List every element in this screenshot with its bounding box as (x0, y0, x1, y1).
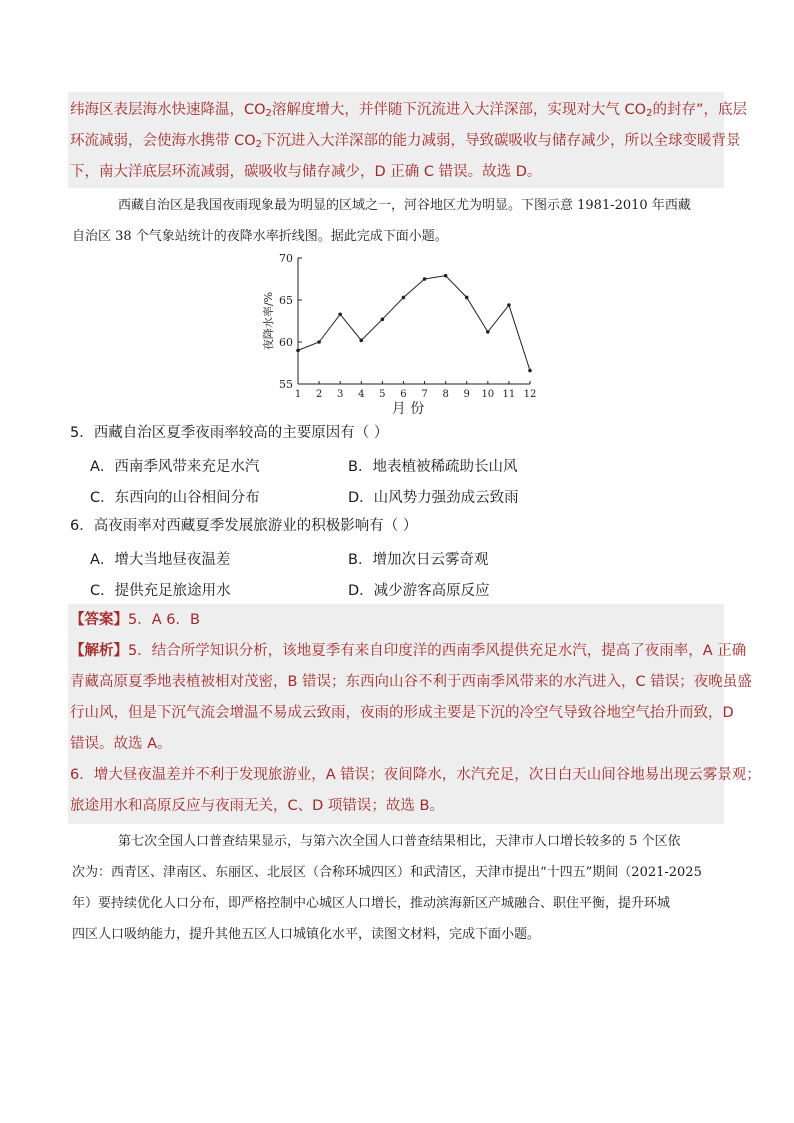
intro-2-line-2: 次为：西青区、津南区、东丽区、北辰区（合称环城四区）和武清区，天津市提出“十四五”期间（2021-2025 (72, 865, 702, 880)
x-tick-label: 10 (481, 389, 495, 400)
question-6-option-a[interactable]: A．增大当地昼夜温差 (90, 552, 231, 568)
y-axis-label: 夜降水率/% (262, 291, 275, 351)
x-tick-label: 8 (442, 389, 449, 400)
question-5-option-c[interactable]: C．东西向的山谷相间分布 (90, 490, 260, 506)
x-tick-label: 7 (421, 389, 428, 400)
x-tick-label: 12 (523, 389, 537, 400)
data-point (381, 318, 385, 322)
question-6-stem: 6．高夜雨率对西藏夏季发展旅游业的积极影响有（ ） (70, 518, 418, 534)
prev-explanation-line-3: 下，南大洋底层环流减弱，碳吸收与储存减少，D 正确 C 错误。故选 D。 (70, 164, 542, 180)
answer-line (70, 605, 200, 636)
analysis-line-3: 行山风，但是下沉气流会增温不易成云致雨，夜雨的形成主要是下沉的冷空气导致谷地空气抬升而致，D (70, 705, 734, 721)
data-point (444, 274, 448, 278)
analysis-line-6: 旅途用水和高原反应与夜雨无关，C、D 项错误；故选 B。 (70, 798, 444, 814)
data-point (338, 312, 342, 316)
answer-text: 5．A 6．B (128, 612, 200, 628)
answer-tag: 【答案】 (70, 612, 128, 628)
analysis-line-4: 错误。故选 A。 (70, 736, 172, 752)
data-point (465, 296, 469, 300)
intro-2-line-4: 四区人口吸纳能力，提升其他五区人口城镇化水平，读图文材料，完成下面小题。 (72, 927, 541, 942)
x-tick-label: 9 (463, 389, 470, 400)
question-6-option-c[interactable]: C．提供充足旅途用水 (90, 583, 231, 599)
question-5-option-b[interactable]: B．地表植被稀疏助长山风 (348, 459, 518, 475)
data-point (423, 277, 427, 281)
analysis-line-1: 【解析】5．结合所学知识分析，该地夏季有来自印度洋的西南季风提供充足水汽，提高了夜雨率，A 正确 (70, 643, 747, 659)
prev-explanation-line-1: 纬海区表层海水快速降温，$CO_2$溶解度增大，并伴随下沉流进入大洋深部，实现对大气 $CO_2$的封存”，底层 (70, 102, 747, 119)
question-5-option-d[interactable]: D．山风势力强劲成云致雨 (348, 490, 519, 506)
x-axis-label: 月 份 (391, 401, 425, 417)
x-tick-label: 2 (315, 389, 323, 400)
question-6-option-b[interactable]: B．增加次日云雾奇观 (348, 552, 489, 568)
intro-1-line-2: 自治区 38 个气象站统计的夜降水率折线图。据此完成下面小题。 (72, 229, 448, 244)
data-point (402, 296, 406, 300)
y-tick-label: 65 (279, 294, 293, 307)
series-line (298, 276, 530, 371)
prev-explanation-line-2: 环流减弱，会使海水携带 $CO_2$下沉进入大洋深部的能力减弱，导致碳吸收与储存减少，所以全球变暖背景 (70, 133, 741, 150)
y-tick-label: 70 (279, 252, 293, 265)
x-tick-label: 3 (336, 389, 344, 400)
intro-2-line-3: 年）要持续优化人口分布，即严格控制中心城区人口增长，推动滨海新区产城融合、职住平衡，提升环城 (72, 896, 671, 911)
data-point (486, 330, 490, 334)
data-point (317, 340, 321, 344)
x-tick-label: 5 (379, 389, 386, 400)
analysis-line-5: 6．增大昼夜温差并不利于发现旅游业，A 错误；夜间降水，水汽充足，次日白天山间谷地易出现云雾景观； (70, 767, 761, 783)
data-point (507, 303, 511, 307)
question-5-option-a[interactable]: A．西南季风带来充足水汽 (90, 459, 260, 475)
x-tick-label: 11 (502, 389, 516, 400)
y-tick-label: 60 (279, 336, 293, 349)
intro-2-line-1: 第七次全国人口普查结果显示，与第六次全国人口普查结果相比，天津市人口增长较多的 5 个区依 (118, 834, 681, 849)
data-point (528, 369, 532, 373)
night-rain-rate-chart (250, 248, 550, 418)
y-tick-label: 55 (279, 378, 293, 391)
question-6-option-d[interactable]: D．减少游客高原反应 (348, 583, 490, 599)
x-tick-label: 6 (400, 389, 407, 400)
data-point (359, 339, 363, 343)
intro-1-line-1: 西藏自治区是我国夜雨现象最为明显的区域之一，河谷地区尤为明显。下图示意 1981-2010 年西藏 (118, 198, 691, 213)
data-point (296, 349, 300, 353)
analysis-line-2: 青藏高原夏季地表植被相对茂密，B 错误；东西向山谷不利于西南季风带来的水汽进入，C 错误；夜晚虽盛 (70, 674, 752, 690)
analysis-tag: 【解析】 (70, 643, 128, 659)
x-tick-label: 1 (294, 389, 302, 400)
question-5-stem: 5．西藏自治区夏季夜雨率较高的主要原因有（ ） (70, 425, 389, 441)
x-tick-label: 4 (358, 389, 365, 400)
